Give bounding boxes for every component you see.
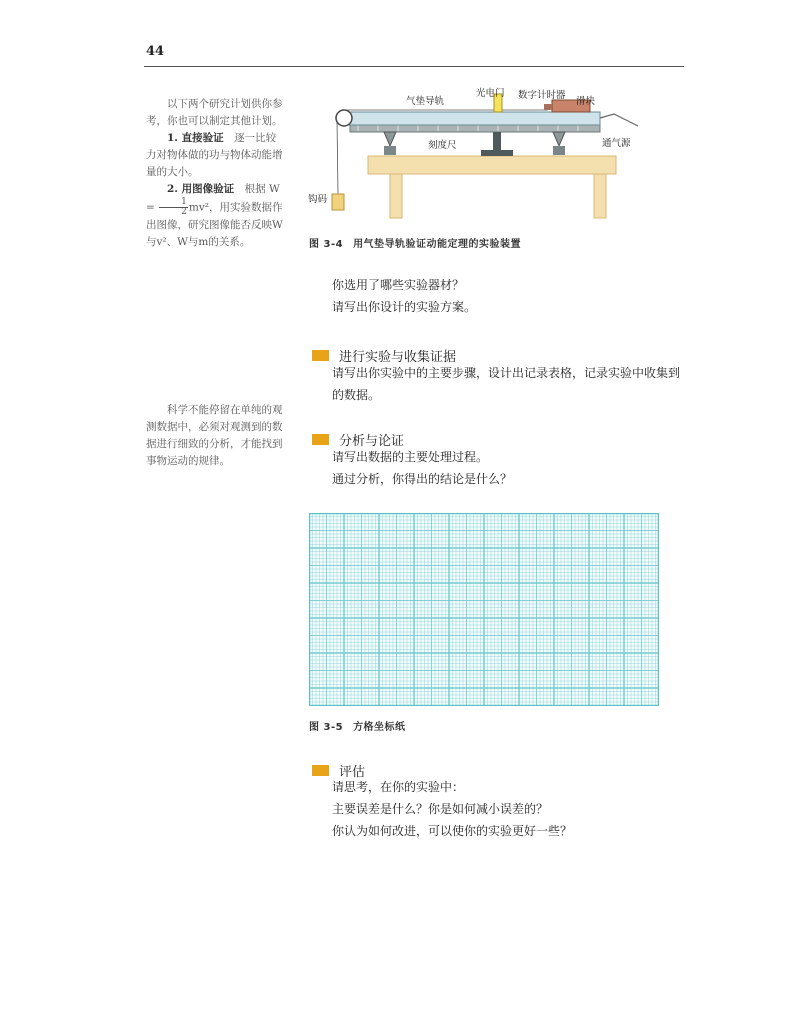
evaluation-line1: 请思考，在你的实验中： [332, 780, 465, 794]
support-foot-right-base [553, 146, 565, 155]
section-analysis-body [332, 446, 512, 490]
formula-fraction [159, 198, 188, 217]
section-evaluation-title: 评估 [339, 765, 366, 780]
label-slider: 滑块 [576, 96, 596, 107]
header-rule [144, 66, 684, 67]
section-analysis-title: 分析与论证 [339, 434, 405, 449]
table-top [368, 156, 616, 174]
hanging-weight [332, 194, 344, 210]
question-plan: 请写出你设计的实验方案。 [332, 300, 477, 314]
item1-head: 1. 直接验证 [167, 132, 224, 144]
fraction-numerator: 1 [159, 198, 188, 208]
formula-lhs: W = [146, 183, 280, 214]
item2-head: 2. 用图像验证 [167, 183, 235, 195]
page-number: 44 [146, 44, 165, 59]
grid-paper-figure [309, 513, 659, 706]
air-track [348, 112, 600, 125]
analysis-line1: 请写出数据的主要处理过程。 [332, 450, 489, 464]
item2-text-b: 用实验数据作出图像，研究图像能否反映W与v²、W与m的关系。 [146, 201, 283, 248]
label-photogate: 光电门 [476, 88, 505, 99]
sidenote-science [146, 402, 286, 470]
label-ruler: 刻度尺 [428, 140, 457, 151]
item1-text: 逐一比较力对物体做的功与物体动能增量的大小。 [146, 132, 283, 178]
evaluation-line2: 主要误差是什么？你是如何减小误差的？ [332, 802, 549, 816]
pulley [336, 110, 352, 126]
center-post-base [481, 150, 513, 156]
figure2-caption [309, 718, 406, 733]
figure2-caption-text: 方格坐标纸 [353, 722, 406, 733]
section-marker-icon [312, 350, 329, 361]
formula-rhs: mv²， [188, 201, 220, 214]
sidenote2-text: 科学不能停留在单纯的观测数据中，必须对观测到的数据进行细致的分析，才能找到事物运动的规律。 [146, 404, 283, 467]
label-air-track: 气垫导轨 [406, 96, 445, 107]
slider-flag [544, 104, 552, 110]
sidenote-item1 [146, 130, 286, 181]
evaluation-line3: 你认为如何改进，可以使你的实验更好一些？ [332, 824, 573, 838]
figure1-caption-number: 图 3-4 [309, 239, 344, 250]
section-experiment-text: 请写出你实验中的主要步骤，设计出记录表格，记录实验中收集到的数据。 [332, 366, 681, 402]
sidenote-item2 [146, 181, 286, 251]
table-leg-left [390, 174, 402, 218]
fraction-denominator: 2 [181, 207, 187, 217]
support-foot-left-base [384, 146, 396, 155]
analysis-line2: 通过分析，你得出的结论是什么？ [332, 472, 513, 486]
table-leg-right [594, 174, 606, 218]
question-equipment: 你选用了哪些实验器材？ [332, 278, 465, 292]
figure1-caption [309, 235, 521, 250]
figure1-caption-text: 用气垫导轨验证动能定理的实验装置 [353, 239, 522, 250]
questions-block [332, 274, 476, 318]
sidenote-intro: 以下两个研究计划供你参考，你也可以制定其他计划。 [146, 98, 283, 127]
sidenote-research-plans [146, 96, 286, 251]
section-experiment-title: 进行实验与收集证据 [339, 350, 457, 365]
figure2-caption-number: 图 3-5 [309, 722, 344, 733]
section-evaluation-body [332, 776, 572, 842]
label-timer: 数字计时器 [518, 90, 566, 101]
air-track-apparatus-figure [308, 84, 668, 220]
label-weight: 钩码 [308, 194, 328, 205]
item2-text-a: 根据 [244, 183, 266, 195]
label-air-source: 通气源 [602, 138, 631, 149]
section-experiment-body [332, 362, 684, 406]
section-marker-icon [312, 434, 329, 445]
section-marker-icon [312, 765, 329, 776]
